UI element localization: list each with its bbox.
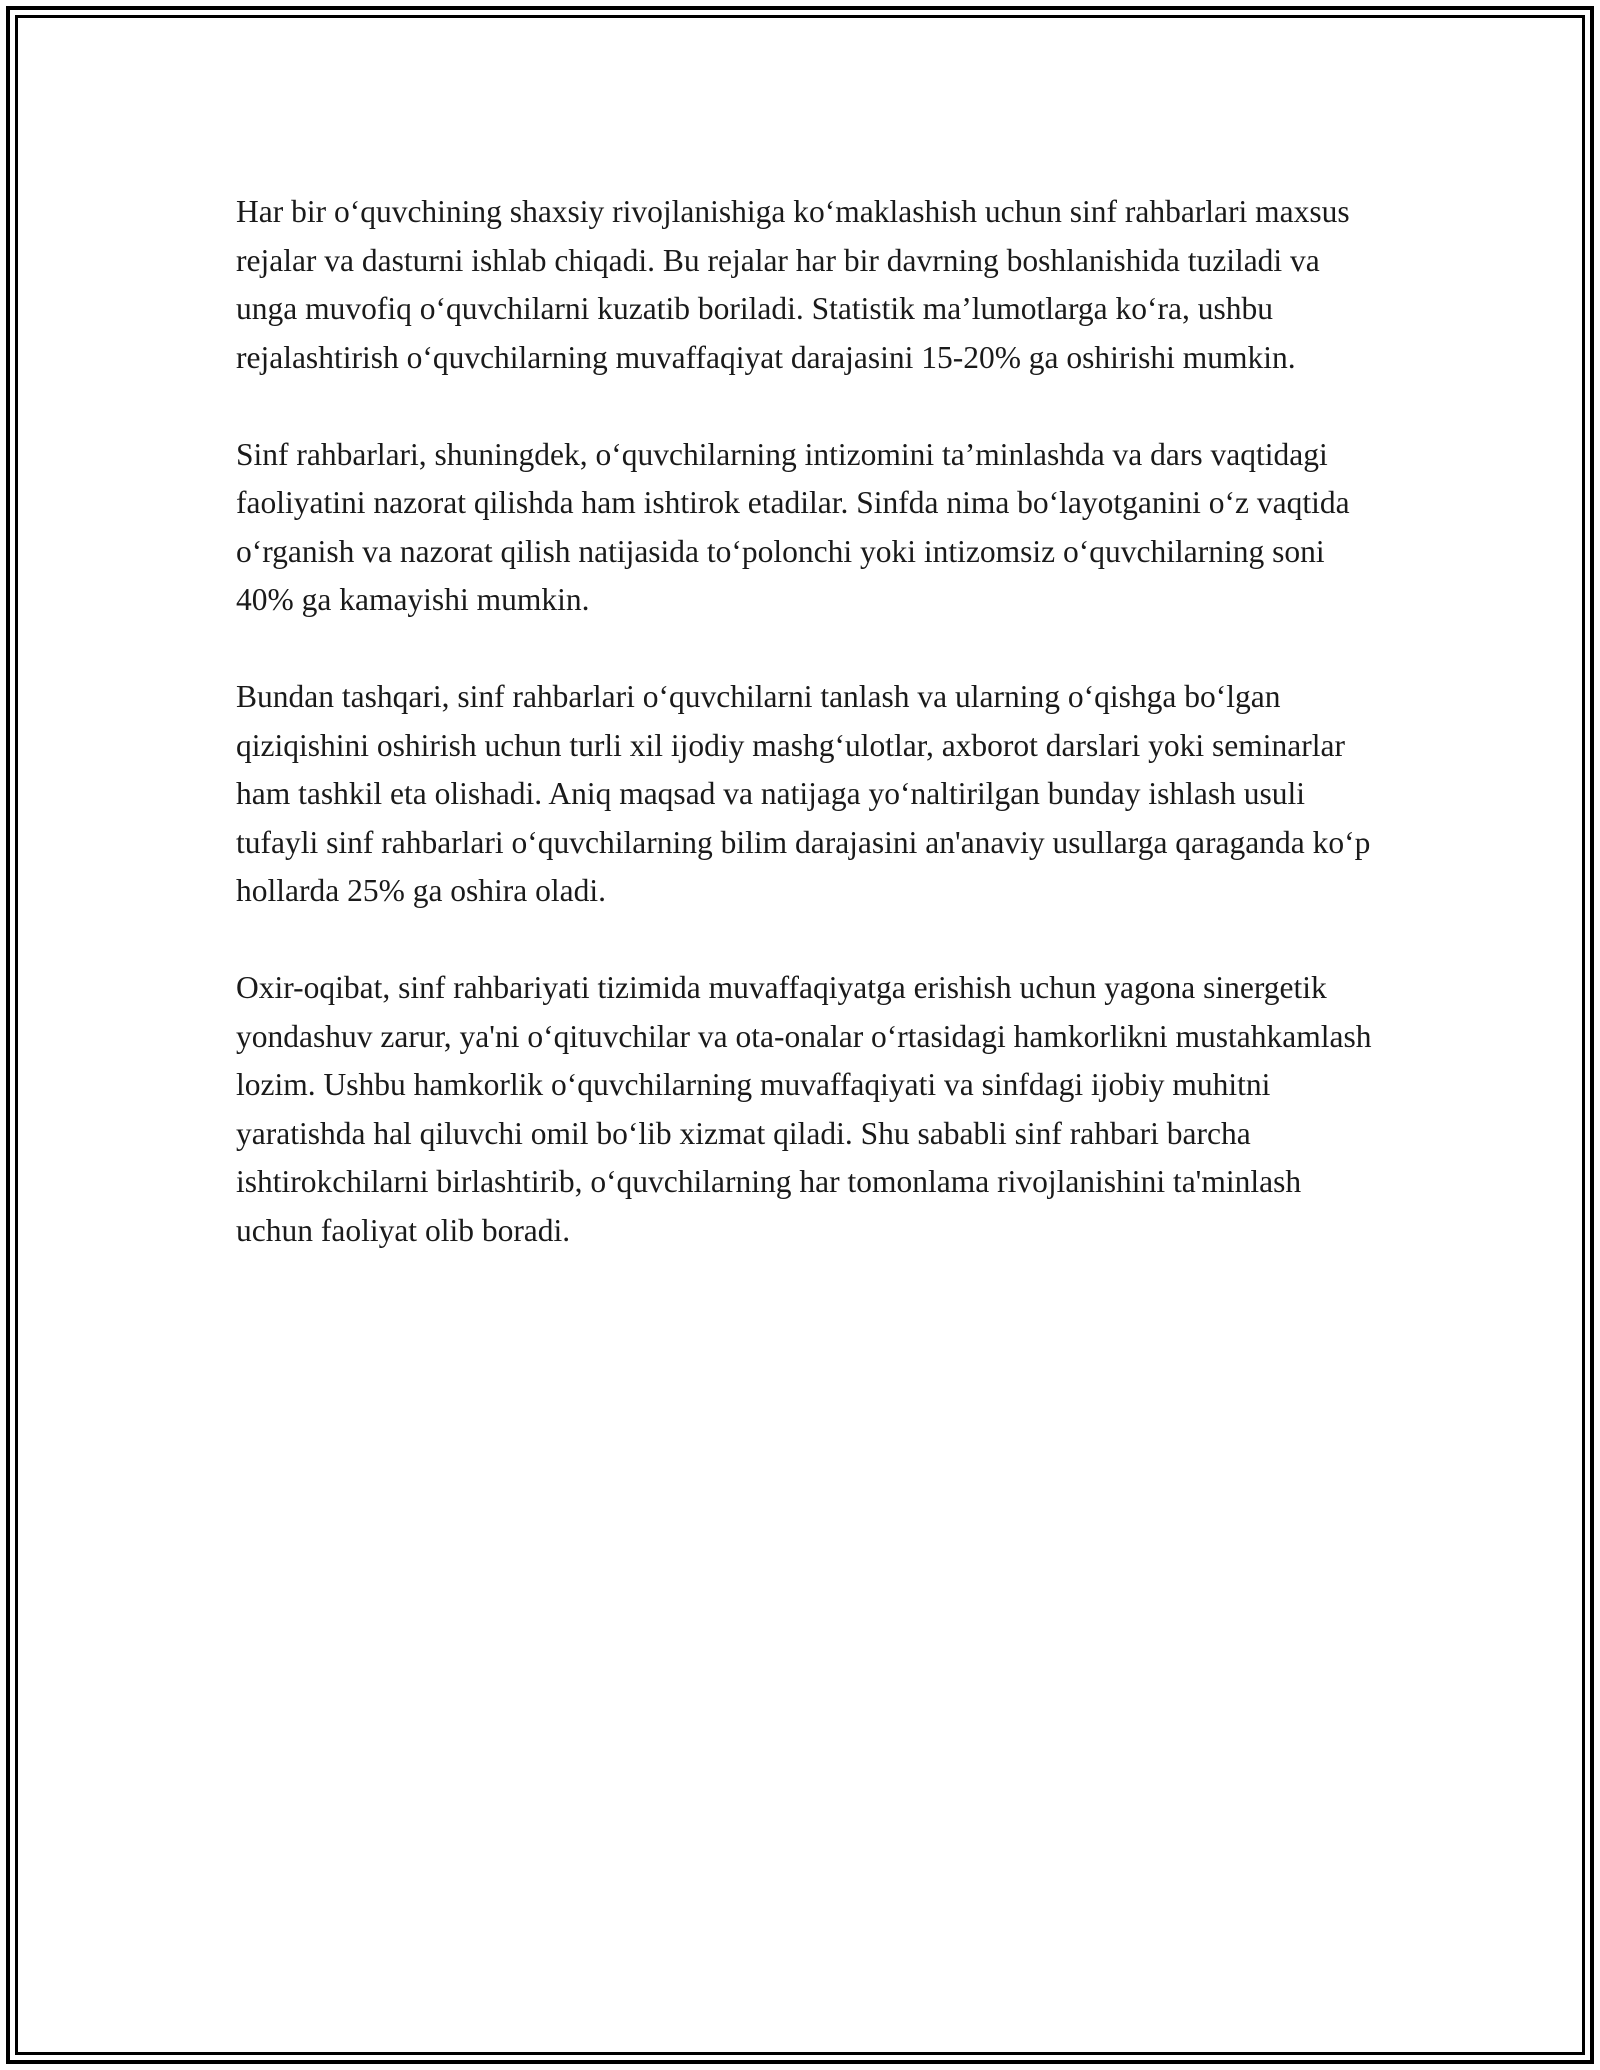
document-body: [236, 188, 1376, 1304]
paragraph-2: Sinf rahbarlari, shuningdek, o‘quvchilarning intizomini ta’minlashda va dars vaqtidagi faoliyatini nazorat qilishda ham ishtirok etadilar. Sinfda nima bo‘layotganini o‘z vaqtida o‘rganish va nazorat qilish natijasida to‘polonchi yoki intizomsiz o‘quvchilarning soni 40% ga kamayishi mumkin.: [236, 436, 1350, 617]
paragraph-3: Bundan tashqari, sinf rahbarlari o‘quvchilarni tanlash va ularning o‘qishga bo‘lgan qiziqishini oshirish uchun turli xil ijodiy mashg‘ulotlar, axborot darslari yoki seminarlar ham tashkil eta olishadi. Aniq maqsad va natijaga yo‘naltirilgan bunday ishlash usuli tufayli sinf rahbarlari o‘quvchilarning bilim darajasini an'anaviy usullarga qaraganda ko‘p hollarda 25% ga oshira oladi.: [236, 679, 1371, 908]
paragraph-4: Oxir-oqibat, sinf rahbariyati tizimida muvaffaqiyatga erishish uchun yagona sinergetik yondashuv zarur, ya'ni o‘qituvchilar va ota-onalar o‘rtasidagi hamkorlikni mustahkamlash lozim. Ushbu hamkorlik o‘quvchilarning muvaffaqiyati va sinfdagi ijobiy muhitni yaratishda hal qiluvchi omil bo‘lib xizmat qiladi. Shu sababli sinf rahbari barcha ishtirokchilarni birlashtirib, o‘quvchilarning har tomonlama rivojlanishini ta'minlash uchun faoliyat olib boradi.: [236, 970, 1372, 1248]
paragraph-1: Har bir o‘quvchining shaxsiy rivojlanishiga ko‘maklashish uchun sinf rahbarlari maxsus rejalar va dasturni ishlab chiqadi. Bu rejalar har bir davrning boshlanishida tuziladi va unga muvofiq o‘quvchilarni kuzatib boriladi. Statistik ma’lumotlarga ko‘ra, ushbu rejalashtirish o‘quvchilarning muvaffaqiyat darajasini 15-20% ga oshirishi mumkin.: [236, 194, 1350, 375]
